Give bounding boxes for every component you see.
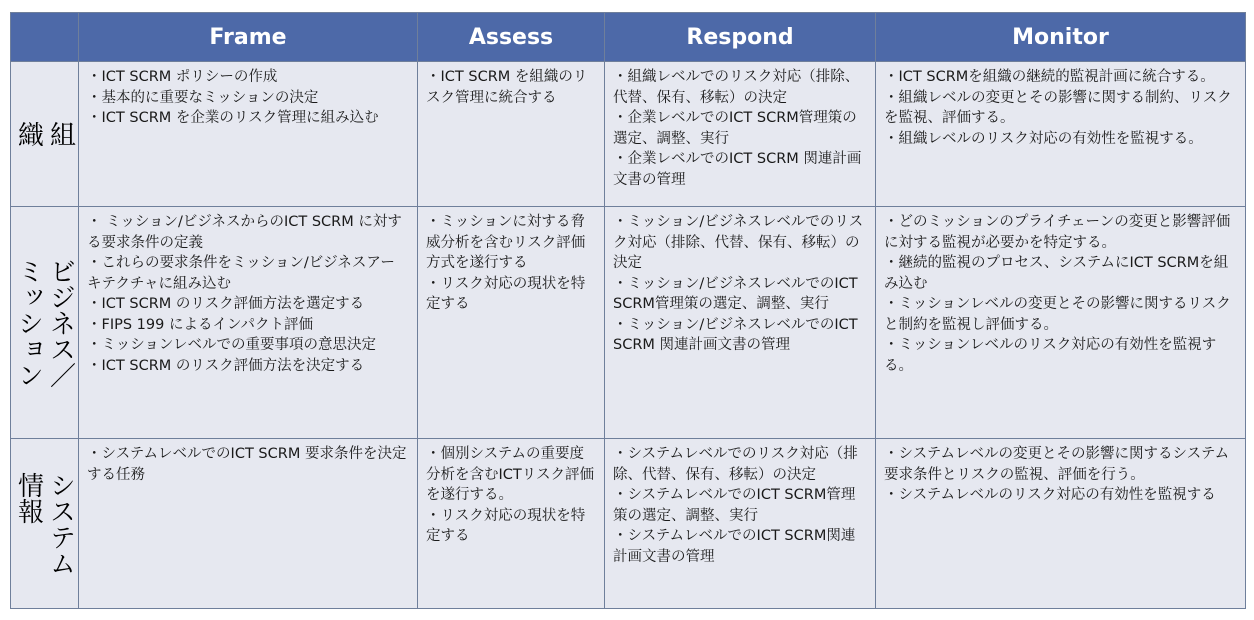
bullet-item: ・ミッション/ビジネスレベルでのICT SCRM管理策の選定、調整、実行: [613, 275, 863, 312]
bullet-item: ・個別システムの重要度分析を含むICTリスク評価を遂行する。: [426, 446, 594, 503]
bullet-item: ・継続的監視のプロセス、システムにICT SCRMを組み込む: [884, 255, 1229, 292]
header-corner: [11, 13, 79, 62]
cell-organization-respond: [605, 62, 876, 207]
bullet-item: ・ミッション/ビジネスレベルでのリスク対応（排除、代替、保有、移転）の決定: [613, 214, 864, 271]
bullet-item: ・企業レベルでのICT SCRM管理策の選定、調整、実行: [613, 110, 857, 147]
bullet-item: ・ ミッション/ビジネスからのICT SCRM に対する要求条件の定義: [87, 214, 402, 251]
bullet-item: ・ミッションレベルのリスク対応の有効性を監視する。: [884, 337, 1217, 374]
row-label-text: 織: [13, 121, 44, 147]
header-respond: Respond: [605, 13, 876, 62]
bullet-item: ・システムレベルでのICT SCRM関連計画文書の管理: [613, 528, 856, 565]
cell-system-information-respond: [605, 439, 876, 609]
header-row: [11, 13, 1246, 62]
row-label-mission-business: [11, 207, 79, 439]
cell-mission-business-respond: [605, 207, 876, 439]
bullet-item: ・システムレベルでのICT SCRM 要求条件を決定する任務: [87, 446, 407, 483]
cell-system-information-assess: [418, 439, 605, 609]
row-label-text: ビジネス／: [45, 257, 76, 388]
bullet-item: ・リスク対応の現状を特定する: [426, 275, 586, 312]
scrm-matrix-table: [10, 12, 1246, 609]
cell-organization-frame: [79, 62, 418, 207]
bullet-item: ・基本的に重要なミッションの決定: [87, 89, 319, 106]
header-assess: Assess: [418, 13, 605, 62]
bullet-item: ・システムレベルでのリスク対応（排除、代替、保有、移転）の決定: [613, 446, 858, 483]
bullet-item: ・ミッションに対する脅威分析を含むリスク評価方式を遂行する: [426, 214, 586, 271]
bullet-item: ・ミッションレベルでの重要事項の意思決定: [87, 337, 377, 353]
cell-mission-business-frame: [79, 207, 418, 439]
bullet-item: ・ミッションレベルの変更とその影響に関するリスクと制約を監視し評価する。: [884, 296, 1231, 333]
cell-system-information-frame: [79, 439, 418, 609]
cell-mission-business-monitor: [876, 207, 1246, 439]
bullet-item: ・組織レベルのリスク対応の有効性を監視する。: [884, 130, 1203, 147]
bullet-item: ・ICT SCRM のリスク評価方法を選定する: [87, 296, 365, 312]
bullet-item: ・組織レベルでのリスク対応（排除、代替、保有、移転）の決定: [613, 69, 860, 106]
header-frame: Frame: [79, 13, 418, 62]
row-label-text: ミッション: [13, 257, 44, 388]
bullet-item: ・ICT SCRMを組織の継続的監視計画に統合する。: [884, 69, 1215, 85]
bullet-item: ・どのミッションのプライチェーンの変更と影響評価に対する監視が必要かを特定する。: [884, 214, 1231, 251]
bullet-item: ・組織レベルの変更とその影響に関する制約、リスクを監視、評価する。: [884, 89, 1232, 126]
row-label-organization: [11, 62, 79, 207]
row-system-information: [11, 439, 1246, 609]
cell-organization-monitor: [876, 62, 1246, 207]
row-label-system-information: [11, 439, 79, 609]
bullet-item: ・ICT SCRM を組織のリスク管理に統合する: [426, 69, 588, 106]
header-monitor: Monitor: [876, 13, 1246, 62]
cell-system-information-monitor: [876, 439, 1246, 609]
bullet-item: ・ICT SCRM ポリシーの作成: [87, 69, 278, 85]
bullet-item: ・ICT SCRM のリスク評価方法を決定する: [87, 357, 365, 374]
row-label-text: システム: [45, 471, 76, 576]
cell-mission-business-assess: [418, 207, 605, 439]
row-label-text: 情報: [13, 471, 44, 524]
bullet-item: ・リスク対応の現状を特定する: [426, 507, 586, 544]
row-mission-business: [11, 207, 1246, 439]
bullet-item: ・ミッション/ビジネスレベルでのICT SCRM 関連計画文書の管理: [613, 316, 863, 353]
bullet-item: ・FIPS 199 によるインパクト評価: [87, 316, 313, 333]
row-label-text: 組: [45, 121, 76, 147]
bullet-item: ・これらの要求条件をミッション/ビジネスアーキテクチャに組み込む: [87, 255, 395, 292]
bullet-item: ・企業レベルでのICT SCRM 関連計画文書の管理: [613, 151, 862, 188]
row-organization: [11, 62, 1246, 207]
bullet-item: ・ICT SCRM を企業のリスク管理に組み込む: [87, 110, 379, 126]
bullet-item: ・システムレベルの変更とその影響に関するシステム要求条件とリスクの監視、評価を行う。: [884, 446, 1230, 483]
bullet-item: ・システムレベルでのICT SCRM管理策の選定、調整、実行: [613, 487, 856, 524]
cell-organization-assess: [418, 62, 605, 207]
bullet-item: ・システムレベルのリスク対応の有効性を監視する: [884, 487, 1216, 503]
